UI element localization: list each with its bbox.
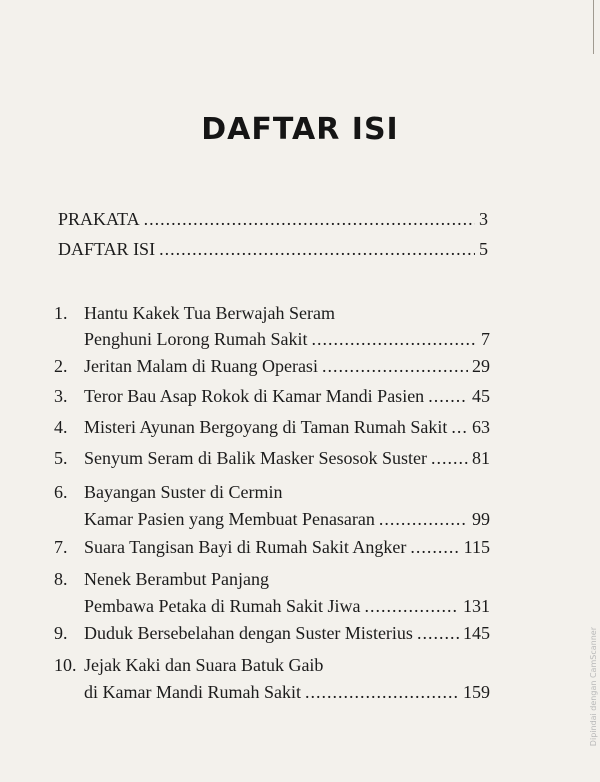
toc-page-number: 131	[463, 596, 490, 616]
chapter-number: 8.	[54, 569, 68, 589]
leader-dots	[410, 536, 459, 558]
toc-page-number: 63	[472, 417, 490, 437]
toc-page-number: 115	[463, 537, 490, 557]
page-edge-line	[593, 0, 594, 54]
chapter-title: Teror Bau Asap Rokok di Kamar Mandi Pasien	[84, 386, 425, 406]
chapter-title-line2: Kamar Pasien yang Membuat Penasaran	[84, 509, 375, 529]
leader-dots	[159, 238, 475, 260]
toc-page-number: 81	[472, 448, 490, 468]
leader-dots	[379, 508, 468, 530]
chapter-number: 4.	[54, 417, 68, 437]
toc-entry-label: DAFTAR ISI	[58, 239, 156, 259]
chapter-number: 1.	[54, 303, 68, 323]
chapter-number: 7.	[54, 537, 68, 557]
chapter-title-line2: di Kamar Mandi Rumah Sakit	[84, 682, 301, 702]
leader-dots	[312, 328, 478, 350]
chapter-number: 2.	[54, 356, 68, 376]
leader-dots	[417, 622, 459, 644]
chapter-title-line2: Pembawa Petaka di Rumah Sakit Jiwa	[84, 596, 361, 616]
chapter-number: 10.	[54, 655, 77, 675]
chapter-title: Jeritan Malam di Ruang Operasi	[84, 356, 318, 376]
toc-page-number: 29	[472, 356, 490, 376]
toc-page-number: 145	[463, 623, 490, 643]
leader-dots	[322, 355, 468, 377]
leader-dots	[428, 385, 468, 407]
chapter-number: 5.	[54, 448, 68, 468]
page-title: DAFTAR ISI	[201, 112, 399, 147]
chapter-title-line2: Penghuni Lorong Rumah Sakit	[84, 329, 308, 349]
toc-entry-prakata	[58, 208, 488, 230]
toc-page-number: 3	[479, 209, 488, 229]
toc-entry-label: PRAKATA	[58, 209, 140, 229]
leader-dots	[431, 447, 468, 469]
chapter-number: 9.	[54, 623, 68, 643]
chapter-title: Senyum Seram di Balik Masker Sesosok Suster	[84, 448, 427, 468]
chapter-number: 6.	[54, 482, 68, 502]
chapter-title: Misteri Ayunan Bergoyang di Taman Rumah Sakit	[84, 417, 448, 437]
toc-page-number: 5	[479, 239, 488, 259]
leader-dots	[144, 208, 475, 230]
toc-entry-daftar-isi	[58, 238, 488, 260]
chapter-title: Suara Tangisan Bayi di Rumah Sakit Angker	[84, 537, 407, 557]
leader-dots	[305, 681, 459, 703]
toc-page-number: 45	[472, 386, 490, 406]
toc-page-number: 99	[472, 509, 490, 529]
leader-dots	[451, 416, 468, 438]
leader-dots	[364, 595, 459, 617]
chapter-title-line1: Jejak Kaki dan Suara Batuk Gaib	[84, 655, 324, 675]
toc-page-number: 159	[463, 682, 490, 702]
chapter-title-line1: Nenek Berambut Panjang	[84, 569, 269, 589]
chapter-title: Duduk Bersebelahan dengan Suster Misterius	[84, 623, 413, 643]
chapter-title-line1: Hantu Kakek Tua Berwajah Seram	[84, 303, 335, 323]
chapter-title-line1: Bayangan Suster di Cermin	[84, 482, 283, 502]
scanner-watermark: Dipindai dengan CamScanner	[589, 626, 598, 746]
chapter-number: 3.	[54, 386, 68, 406]
toc-page-number: 7	[481, 329, 490, 349]
